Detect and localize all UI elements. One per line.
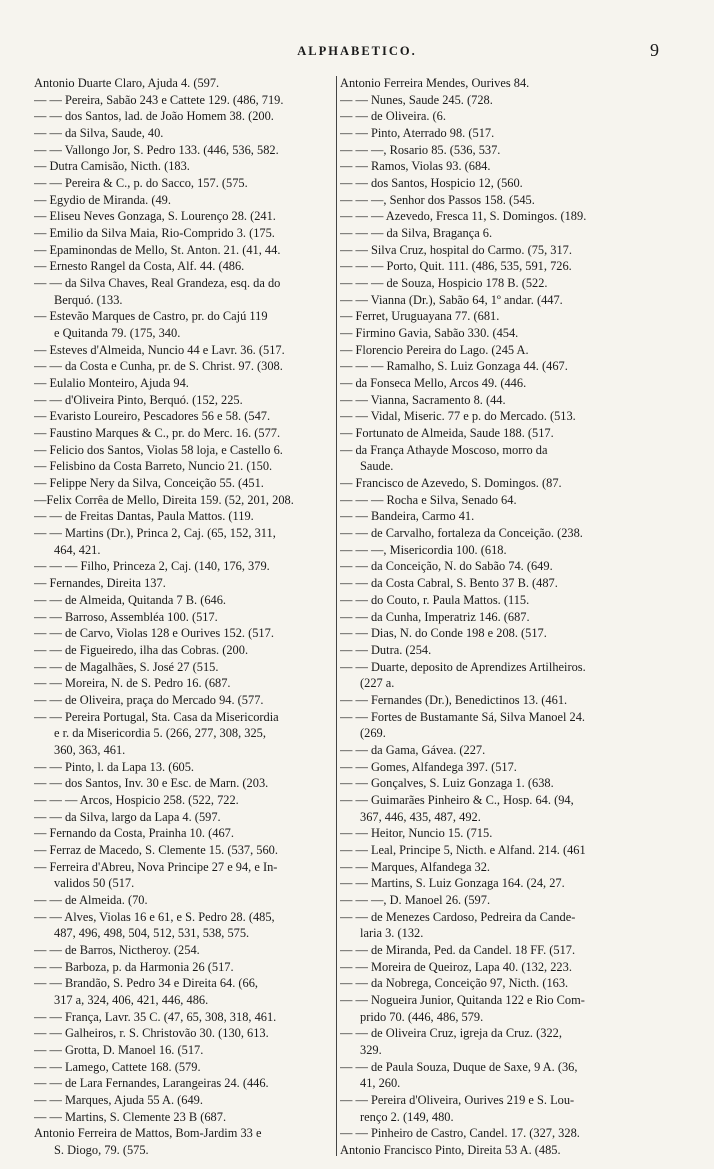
directory-entry-line: prido 70. (446, 486, 579. (360, 1009, 484, 1024)
directory-entry-line: — — de Oliveira, praça do Mercado 94. (577. (34, 692, 264, 707)
directory-entry-line: — — — Filho, Princeza 2, Caj. (140, 176, 379. (34, 559, 270, 574)
directory-entry-line: — — Nunes, Saude 245. (728. (340, 92, 493, 107)
directory-entry-line: — — — Porto, Quit. 111. (486, 535, 591, 726. (340, 259, 572, 274)
directory-entry-line: e Quitanda 79. (175, 340. (54, 326, 181, 341)
directory-entry-line: 317 a, 324, 406, 421, 446, 486. (54, 992, 209, 1007)
directory-entry-line: — Ernesto Rangel da Costa, Alf. 44. (486. (34, 259, 245, 274)
directory-entry-line: — — da Costa Cabral, S. Bento 37 B. (487. (340, 576, 558, 591)
directory-entry-line: — — Marques, Ajuda 55 A. (649. (34, 1092, 203, 1107)
directory-entry-line: — — — Ramalho, S. Luiz Gonzaga 44. (467. (340, 359, 568, 374)
directory-entry-line: — — da Costa e Cunha, pr. de S. Christ. 97. (308. (34, 359, 283, 374)
directory-entry-line: 360, 363, 461. (54, 742, 126, 757)
directory-entry-line: — Faustino Marques & C., pr. do Merc. 16. (577. (34, 426, 281, 441)
directory-entry-line: — Felisbino da Costa Barreto, Nuncio 21. (150. (34, 459, 273, 474)
directory-entry-line: — Eliseu Neves Gonzaga, S. Lourenço 28. (241. (34, 209, 276, 224)
directory-entry-line: — — Pinto, l. da Lapa 13. (605. (34, 759, 195, 774)
directory-entry-line: — — de Miranda, Ped. da Candel. 18 FF. (517. (340, 942, 576, 957)
directory-entry-line: — — Marques, Alfandega 32. (340, 859, 491, 874)
directory-entry-line: — — Grotta, D. Manoel 16. (517. (34, 1042, 204, 1057)
directory-entry-line: 464, 421. (54, 542, 101, 557)
directory-entry-line: — — Pinheiro de Castro, Candel. 17. (327, 328. (340, 1126, 580, 1141)
directory-entry-line: — — de Barros, Nictheroy. (254. (34, 942, 200, 957)
directory-entry-line: — — da Gama, Gávea. (227. (340, 742, 486, 757)
directory-entry-line: — Fernandes, Direita 137. (34, 576, 166, 591)
directory-entry-line: — Fernando da Costa, Prainha 10. (467. (34, 826, 234, 841)
directory-entry-line: — — Fernandes (Dr.), Benedictinos 13. (461. (340, 692, 568, 707)
right-column (340, 76, 670, 1158)
directory-entry-line: — — — Azevedo, Fresca 11, S. Domingos. (189. (340, 209, 587, 224)
directory-entry-line: — — Moreira de Queiroz, Lapa 40. (132, 223. (340, 959, 572, 974)
directory-entry-line: — Firmino Gavia, Sabão 330. (454. (340, 326, 519, 341)
directory-entry-line: 329. (360, 1042, 382, 1057)
directory-entry-line: — — de Almeida. (70. (34, 892, 148, 907)
directory-entry-line: — — dos Santos, Hospicio 12, (560. (340, 176, 523, 191)
directory-entry-line: — — de Magalhães, S. José 27 (515. (34, 659, 219, 674)
directory-entry-line: — — —, Senhor dos Passos 158. (545. (340, 192, 535, 207)
directory-entry-line: — — Vidal, Miseric. 77 e p. do Mercado. (513. (340, 409, 576, 424)
page-header (0, 40, 714, 64)
directory-entry-line: e r. da Misericordia 5. (266, 277, 308, 325, (54, 726, 266, 741)
directory-entry-line: — — — Rocha e Silva, Senado 64. (340, 492, 517, 507)
directory-entry-line: — — Duarte, deposito de Aprendizes Artilheiros. (340, 659, 586, 674)
directory-entry-line: — — de Almeida, Quitanda 7 B. (646. (34, 592, 227, 607)
directory-entry-line: — Ferret, Uruguayana 77. (681. (340, 309, 500, 324)
directory-entry-line: — — Pinto, Aterrado 98. (517. (340, 126, 495, 141)
directory-entry-line: — Ferraz de Macedo, S. Clemente 15. (537, 560. (34, 842, 278, 857)
directory-entry-line: — — —, D. Manoel 26. (597. (340, 892, 491, 907)
directory-entry-line: — — Barboza, p. da Harmonia 26 (517. (34, 959, 234, 974)
directory-entry-line: — — Dutra. (254. (340, 642, 432, 657)
directory-entry-line: — — Galheiros, r. S. Christovão 30. (130, 613. (34, 1026, 269, 1041)
directory-entry-line: — — França, Lavr. 35 C. (47, 65, 308, 318, 461. (34, 1009, 277, 1024)
directory-entry-line: — — de Figueiredo, ilha das Cobras. (200. (34, 642, 249, 657)
directory-entry-line: — — Martins (Dr.), Princa 2, Caj. (65, 152, 311, (34, 526, 276, 541)
directory-entry-line: — — Dias, N. do Conde 198 e 208. (517. (340, 626, 547, 641)
directory-entry-line: — Evaristo Loureiro, Pescadores 56 e 58. (547. (34, 409, 271, 424)
directory-entry-line: — da França Athayde Moscoso, morro da (340, 442, 548, 457)
directory-entry-line: — — dos Santos, lad. de João Homem 38. (200. (34, 109, 274, 124)
directory-entry-line: — — Martins, S. Luiz Gonzaga 164. (24, 27. (340, 876, 565, 891)
directory-entry-line: — — —, Rosario 85. (536, 537. (340, 142, 501, 157)
directory-entry-line: S. Diogo, 79. (575. (54, 1143, 149, 1157)
directory-entry-line: — — Pereira, Sabão 243 e Cattete 129. (486, 719. (34, 92, 284, 107)
directory-entry-line: Berquó. (133. (54, 292, 123, 307)
directory-entry-line: — — Heitor, Nuncio 15. (715. (340, 826, 493, 841)
directory-entry-line: — Francisco de Azevedo, S. Domingos. (87. (340, 476, 562, 491)
directory-entry-line: — Estevão Marques de Castro, pr. do Cajú 119 (34, 309, 268, 324)
directory-entry-line: — — da Silva, largo da Lapa 4. (597. (34, 809, 221, 824)
directory-entry-line: — — de Paula Souza, Duque de Saxe, 9 A. (36, (340, 1059, 578, 1074)
directory-entry-line: 41, 260. (360, 1076, 401, 1091)
directory-entry-line: — — Brandão, S. Pedro 34 e Direita 64. (66, (34, 976, 259, 991)
directory-entry-line: — — Pereira Portugal, Sta. Casa da Misericordia (34, 709, 279, 724)
directory-entry-line: — Felippe Nery da Silva, Conceição 55. (451. (34, 476, 264, 491)
directory-entry-line: — — da Silva Chaves, Real Grandeza, esq. da do (34, 276, 281, 291)
directory-entry-line: — — de Oliveira Cruz, igreja da Cruz. (322, (340, 1026, 562, 1041)
running-title: ALPHABETICO. (297, 44, 417, 58)
directory-entry-line: — — Guimarães Pinheiro & C., Hosp. 64. (94, (340, 792, 574, 807)
directory-entry-line: — Florencio Pereira do Lago. (245 A. (340, 342, 529, 357)
directory-entry-line: — — — Arcos, Hospicio 258. (522, 722. (34, 792, 239, 807)
directory-entry-line: — — Leal, Principe 5, Nicth. e Alfand. 214. (461 (340, 842, 586, 857)
directory-entry-line: 487, 496, 498, 504, 512, 531, 538, 575. (54, 926, 250, 941)
directory-entry-line: — — da Cunha, Imperatriz 146. (687. (340, 609, 530, 624)
directory-entry-line: — — Barroso, Assembléa 100. (517. (34, 609, 218, 624)
directory-entry-line: Antonio Duarte Claro, Ajuda 4. (597. (34, 76, 220, 90)
directory-entry-line: — — Fortes de Bustamante Sá, Silva Manoel 24. (340, 709, 586, 724)
directory-entry-line: 367, 446, 435, 487, 492. (360, 809, 481, 824)
directory-entry-line: — — de Oliveira. (6. (340, 109, 446, 124)
directory-entry-line: — Ferreira d'Abreu, Nova Principe 27 e 94, e In- (34, 859, 278, 874)
directory-entry-line: Antonio Francisco Pinto, Direita 53 A. (485. (340, 1143, 561, 1157)
directory-entry-line: — — Vallongo Jor, S. Pedro 133. (446, 536, 582. (34, 142, 279, 157)
directory-entry-line: — — Pereira & C., p. do Sacco, 157. (575. (34, 176, 248, 191)
column-divider (336, 76, 337, 1156)
directory-entry-line: — — da Silva, Saude, 40. (34, 126, 164, 141)
directory-entry-line: validos 50 (517. (54, 876, 135, 891)
directory-entry-line: — — da Nobrega, Conceição 97, Nicth. (163. (340, 976, 569, 991)
directory-entry-line: — — de Lara Fernandes, Larangeiras 24. (446. (34, 1076, 269, 1091)
directory-entry-line: — Emilio da Silva Maia, Rio-Comprido 3. (175. (34, 226, 275, 241)
directory-entry-line: — — Nogueira Junior, Quitanda 122 e Rio Com- (340, 992, 585, 1007)
directory-entry-line: (269. (360, 726, 386, 741)
directory-entry-line: — Esteves d'Almeida, Nuncio 44 e Lavr. 36. (517. (34, 342, 285, 357)
directory-entry-line: — Dutra Camisão, Nicth. (183. (34, 159, 190, 174)
directory-entry-line: Antonio Ferreira de Mattos, Bom-Jardim 33 e (34, 1126, 262, 1141)
directory-entry-line: — Epaminondas de Mello, St. Anton. 21. (41, 44. (34, 242, 281, 257)
page-number: 9 (650, 40, 659, 60)
directory-entry-line: (227 a. (360, 676, 395, 691)
directory-entry-line: — — —, Misericordia 100. (618. (340, 542, 507, 557)
directory-entry-line: —Felix Corrêa de Mello, Direita 159. (52, 201, 208. (34, 492, 294, 507)
directory-entry-line: — — Vianna, Sacramento 8. (44. (340, 392, 506, 407)
directory-entry-line: — — d'Oliveira Pinto, Berquó. (152, 225. (34, 392, 243, 407)
directory-entry-line: — — Gonçalves, S. Luiz Gonzaga 1. (638. (340, 776, 554, 791)
directory-entry-line: — da Fonseca Mello, Arcos 49. (446. (340, 376, 527, 391)
directory-entry-line: — — do Couto, r. Paula Mattos. (115. (340, 592, 530, 607)
directory-entry-line: — — dos Santos, Inv. 30 e Esc. de Marn. (203. (34, 776, 269, 791)
directory-entry-line: laria 3. (132. (360, 926, 424, 941)
directory-entry-line: — — — de Souza, Hospicio 178 B. (522. (340, 276, 548, 291)
directory-entry-line: — — Alves, Violas 16 e 61, e S. Pedro 28. (485, (34, 909, 275, 924)
directory-entry-line: — — de Carvalho, fortaleza da Conceição. (238. (340, 526, 583, 541)
directory-entry-line: — — de Carvo, Violas 128 e Ourives 152. (517. (34, 626, 274, 641)
directory-entry-line: — — Silva Cruz, hospital do Carmo. (75, 317. (340, 242, 572, 257)
directory-entry-line: — — Lamego, Cattete 168. (579. (34, 1059, 201, 1074)
directory-entry-line: — — Ramos, Violas 93. (684. (340, 159, 491, 174)
directory-entry-line: — — Gomes, Alfandega 397. (517. (340, 759, 517, 774)
directory-entry-line: Antonio Ferreira Mendes, Ourives 84. (340, 76, 530, 90)
directory-entry-line: — — de Menezes Cardoso, Pedreira da Cande- (340, 909, 576, 924)
directory-entry-line: — — Vianna (Dr.), Sabão 64, 1º andar. (447. (340, 292, 563, 307)
directory-entry-line: — — Bandeira, Carmo 41. (340, 509, 475, 524)
directory-entry-line: — — de Freitas Dantas, Paula Mattos. (119. (34, 509, 254, 524)
directory-entry-line: — Egydio de Miranda. (49. (34, 192, 171, 207)
directory-entry-line: renço 2. (149, 480. (360, 1109, 454, 1124)
directory-entry-line: — Eulalio Monteiro, Ajuda 94. (34, 376, 189, 391)
directory-entry-line: — — Pereira d'Oliveira, Ourives 219 e S. Lou- (340, 1092, 575, 1107)
directory-entry-line: — Felicio dos Santos, Violas 58 loja, e Castello 6. (34, 442, 283, 457)
directory-entry-line: — Fortunato de Almeida, Saude 188. (517. (340, 426, 554, 441)
left-column (34, 76, 333, 1158)
directory-entry-line: — — Moreira, N. de S. Pedro 16. (687. (34, 676, 231, 691)
directory-entry-line: Saude. (360, 459, 394, 474)
directory-entry-line: — — da Conceição, N. do Sabão 74. (649. (340, 559, 553, 574)
directory-entry-line: — — Martins, S. Clemente 23 B (687. (34, 1109, 227, 1124)
directory-entry-line: — — — da Silva, Bragança 6. (340, 226, 493, 241)
